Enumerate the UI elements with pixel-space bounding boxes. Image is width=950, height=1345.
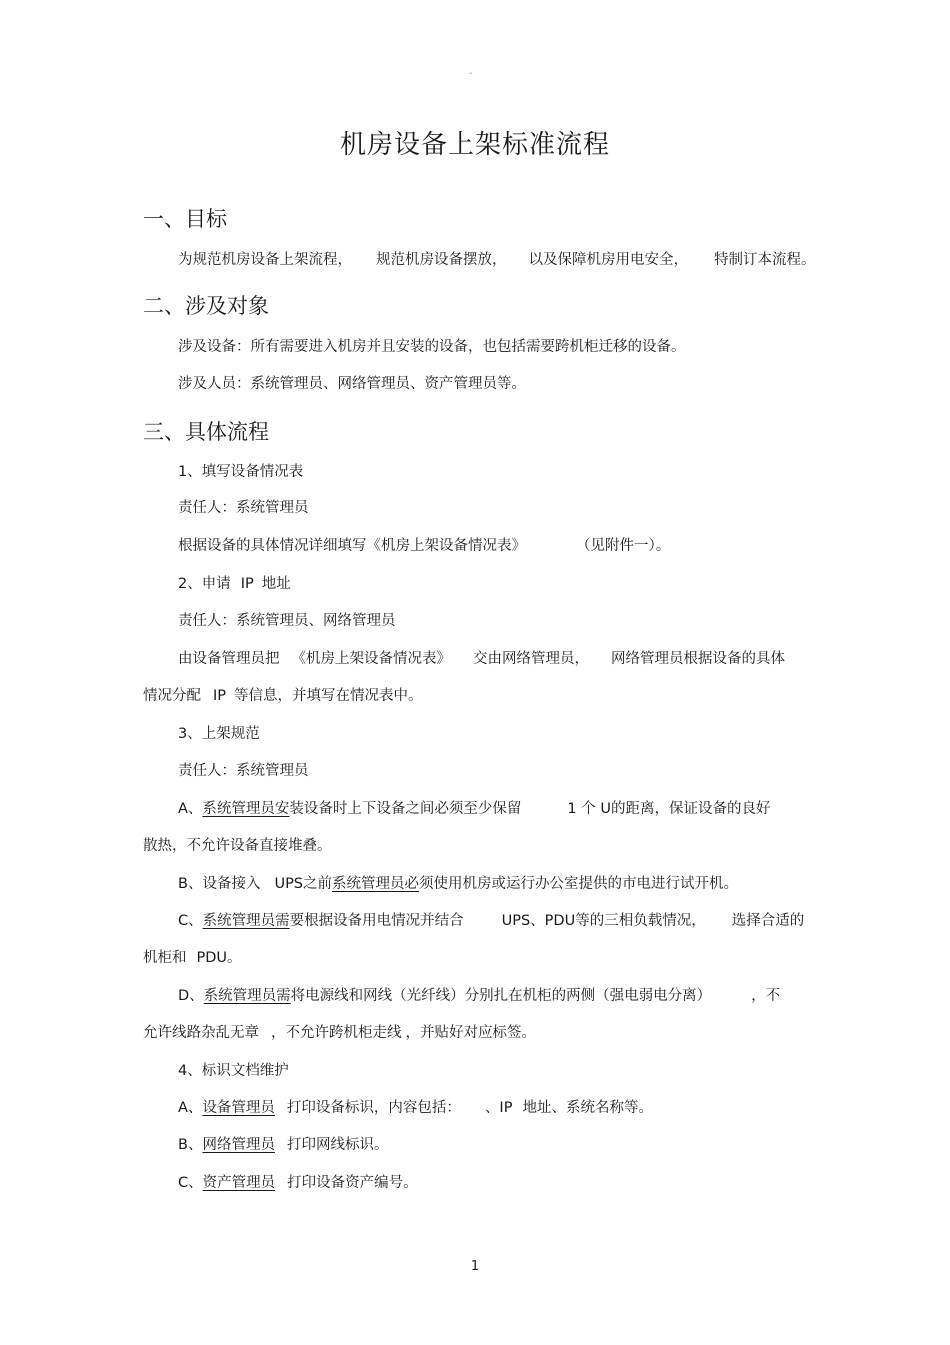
step3-item-c: C、系统管理员需要根据设备用电情况并结合 UPS、PDU等的三相负载情况， 选择合适的 [178, 913, 805, 929]
section-heading-process: 三、具体流程 [143, 420, 269, 444]
step4-title: 4、标识文档维护 [178, 1063, 289, 1079]
scope-devices: 涉及设备：所有需要进入机房并且安装的设备，也包括需要跨机柜迁移的设备。 [178, 339, 686, 355]
step3-item-d: D、系统管理员需将电源线和网线（光纤线）分别扎在机柜的两侧（强电弱电分离） ，不 [178, 988, 781, 1004]
step3-item-b: B、设备接入 UPS之前系统管理员必须使用机房或运行办公室提供的市电进行试开机。 [178, 876, 739, 892]
step3-title: 3、上架规范 [178, 726, 260, 742]
step3-item-a-cont: 散热，不允许设备直接堆叠。 [143, 838, 332, 854]
step2-line2: 情况分配 IP 等信息，并填写在情况表中。 [143, 688, 423, 704]
step2-line1: 由设备管理员把 《机房上架设备情况表》 交由网络管理员， 网络管理员根据设备的具体 [178, 651, 785, 667]
step1-title: 1、填写设备情况表 [178, 464, 304, 480]
step2-owner: 责任人：系统管理员、网络管理员 [178, 613, 396, 629]
step3-item-c-cont: 机柜和 PDU。 [143, 950, 242, 966]
step4-item-c: C、资产管理员 打印设备资产编号。 [178, 1175, 418, 1191]
section-heading-scope: 二、涉及对象 [143, 294, 269, 318]
step3-item-a: A、系统管理员安装设备时上下设备之间必须至少保留 1 个 U的距离，保证设备的良好 [178, 801, 771, 817]
document-title: 机房设备上架标准流程 [339, 130, 610, 160]
step3-owner: 责任人：系统管理员 [178, 763, 309, 779]
header-mark: - [469, 68, 473, 79]
step1-owner: 责任人：系统管理员 [178, 500, 309, 516]
step4-item-b: B、网络管理员 打印网线标识。 [178, 1137, 389, 1153]
scope-people: 涉及人员：系统管理员、网络管理员、资产管理员等。 [178, 376, 526, 392]
step3-item-d-cont: 允许线路杂乱无章 ，不允许跨机柜走线 ，并贴好对应标签。 [143, 1025, 536, 1041]
goal-paragraph: 为规范机房设备上架流程， 规范机房设备摆放， 以及保障机房用电安全， 特制订本流程。 [178, 252, 816, 268]
step2-title: 2、申请 IP 地址 [178, 576, 291, 592]
page-number: 1 [470, 1259, 480, 1274]
step4-item-a: A、设备管理员 打印设备标识，内容包括： 、IP 地址、系统名称等。 [178, 1100, 653, 1116]
step1-text: 根据设备的具体情况详细填写《机房上架设备情况表》 （见附件一）。 [178, 538, 671, 554]
section-heading-goal: 一、目标 [143, 207, 227, 231]
